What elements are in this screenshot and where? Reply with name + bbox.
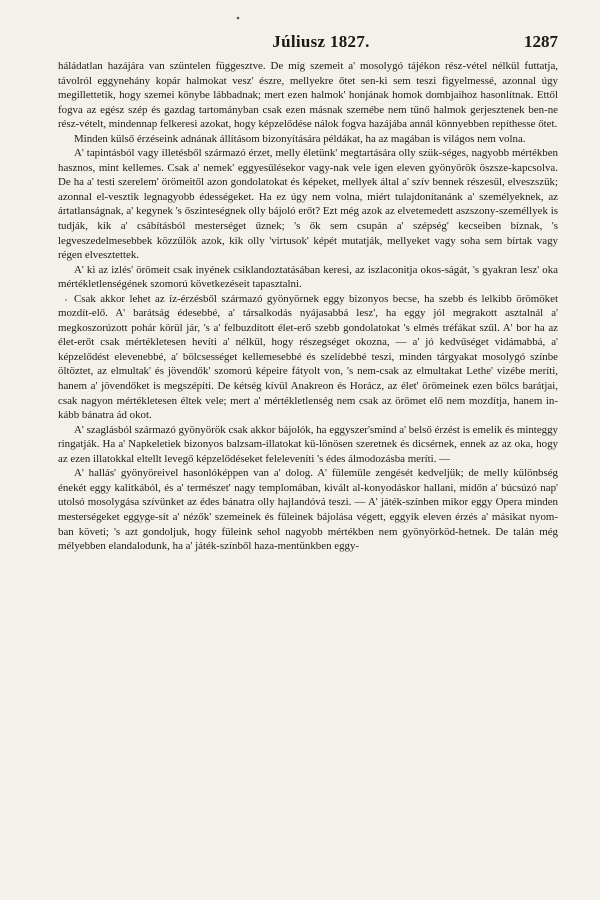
paragraph: A' hallás' gyönyöreivel hasonlóképpen van a' dolog. A' fülemüle zengését kedveljük; de melly különbség énekét eggy kalitkából, és a' természet' nagy templomában, kivált al-konyodáskor hallani, midőn a' búcsúzó nap' utolsó mosolygása szívünket az édes bánatra olly hajlandóvá teszi. — A' játék-színben mikor eggy Opera minden mesterségeket eggyge-sít a' nézők' szemeinek és füleinek bájolása végett, eggyik eleven érzés a' másikat nyom-ban követi; 's azt gondoljuk, hogy füleink sehol nagyobb mértékben nem gyönyörköd-hetnek. De talán még mélyebben elandalodunk, ha a' játék-színből haza-mentünkben eggy- — [58, 467, 558, 553]
running-title: Júliusz 1827. — [272, 32, 370, 51]
body-text — [58, 59, 558, 554]
page-number: 1287 — [523, 32, 558, 51]
paragraph-continuation: háládatlan hazájára van szüntelen függesztve. De míg szemeit a' mosolygó tájékon rész-vétel nélkül futtatja, távolról eggynehány kopár halmokat vesz' észre, mellyekre őtet sen-ki sem teszi figyelmessé, azonnal úgy megillettetik, hogy szemei könybe lábbadnak; mert ezen halmok' honjának homok dombjaihoz hasonlítnak. Ettől fogva az egész szép és gazdag tartományban csak ezen másnak szemébe nem tűnő halmok gerjesztenek ben-ne rész-vételt, mindennap felkeresi azokat, hogy képzelődése nálok fogva hazájába annál könnyebben repíthesse őtet. — [58, 60, 558, 131]
paragraph: Minden külső érzéseink adnának állításom bizonyítására példákat, ha az magában is világos nem volna. — [74, 132, 526, 145]
paragraph: A' tapintásból vagy illetésből származó érzet, melly életünk' megtartására olly szük-séges, nagyobb mértékben hasznos, mint kellemes. Csak a' nemek' eggyesűlésekor vagy-nak vele igen eleven gyönyörök öszsze-kapcsolva. De ha a' testi szerelem' örömeitől azon gondolatokat és képeket, mellyek által a' szív bennek részesűl, elveszszük; azonnal el-vesztik legnagyobb édességeket. Ha ez úgy nem volna, miért tulajdonítanánk a' személyeknek, az ártatlanságnak, a' kegynek 's őszinteségnek olly bájoló erőt? Ezt még azok az elvetemedett aszszony-személlyek is tudják, kik a' csábításból mesterséget űznek; 's ők sem csupán a' szépség' kecseiben bíznak, 's legveszedelmesebbek közzűlök azok, kik olly 'virtusok' képét mutatják, mellyeket vagy soha sem bírtak vagy régen elvesztettek. — [58, 147, 558, 262]
paragraph: A' ki az izlés' örömeit csak inyének csiklandoztatásában keresi, az iszlaconitja okos-ságát, 's gyakran lesz' oka mértékletlenségének szomorú következéseit tapasztalni. — [58, 263, 558, 291]
ink-speck — [237, 17, 240, 20]
page-header — [58, 32, 558, 52]
paragraph: Csak akkor lehet az íz-érzésből származó gyönyörnek eggy bizonyos becse, ha szebb és lelkibb örömöket mozdít-elő. A' barátság édesebbé, a' társalkodás nyájasabbá lesz', ha eggy jól megrakott asztalnál a' megkoszorúzott pohár körül jár, 's a' felbuzdított élet-erő szebb gondolatokat 's elmés tréfákat szűl. A' bor ha az élet-erőt csak mértékletesen hevíti a' nélkül, hogy részegséget okozna, — a' jó kedvűséget vidámabbá, a' képzelődést elevenebbé, a' bölcsességet kellemesebbé és szelídebbé teszi, minden tárgyakat mosolygó színbe öltöztet, az elmultak' és jövendők' szomorú képeire fátyolt von, 's nem-csak az elmultakat Lethe' vizébe meríti, hanem a' jövendőket is megszépíti. De kétség kívül Anakreon és Horácz, az élet' örömeinek ezen bölcs barátjai, csak nagyon mértékletesen éltek vele; mert a' mértékletlenség nem csak az örömet elő nem mozdítja, hanem in-kább bánatra ád okot. — [58, 292, 558, 422]
paragraph: A' szaglásból származó gyönyörök csak akkor bájolók, ha eggyszer'smind a' belső érzést is emelik és minteggy ringatják. Ha a' Napkeletiek bizonyos balzsam-illatokat kü-lönösen szeretnek és dicsérnek, ennek az az oka, hogy az ezen illatokkal eltellt levegő képzelődéseket feleleveníti 's édes álmodozásba meríti. — — [58, 423, 558, 465]
